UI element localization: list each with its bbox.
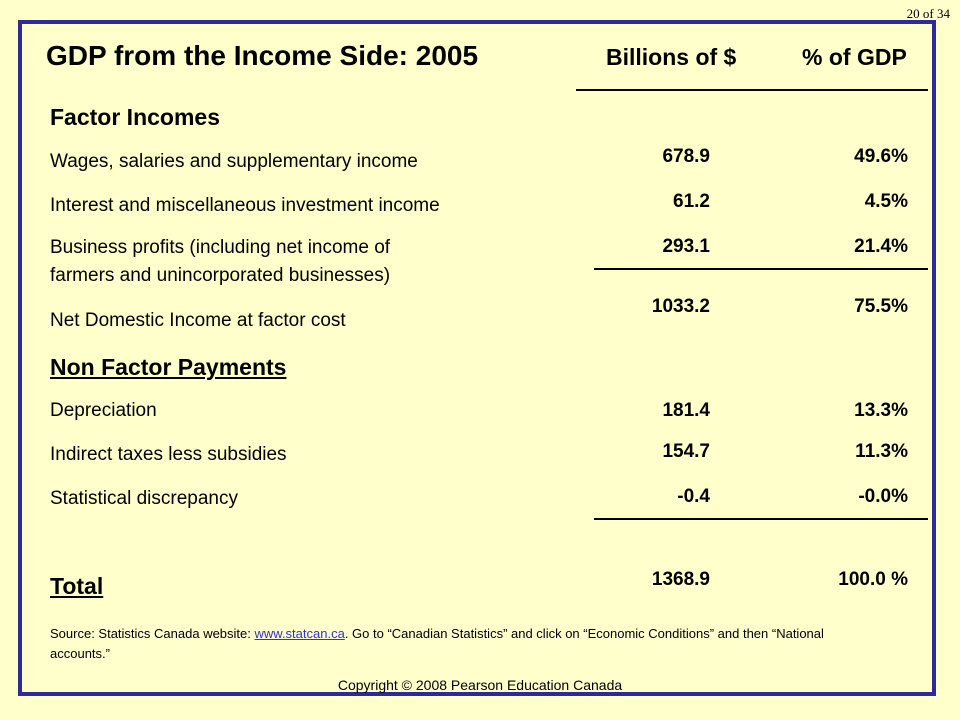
value-percent-statistical-discrepancy: -0.0%: [858, 486, 908, 507]
value-percent-net-domestic-income: 75.5%: [854, 296, 908, 317]
row-label-statistical-discrepancy: Statistical discrepancy: [50, 488, 238, 509]
subtotal-rule: [594, 268, 928, 270]
row-label-depreciation: Depreciation: [50, 400, 157, 421]
value-percent-business-profits: 21.4%: [854, 236, 908, 257]
slide-title: GDP from the Income Side: 2005: [46, 40, 479, 71]
value-billions-interest: 61.2: [673, 191, 710, 212]
value-percent-wages: 49.6%: [854, 146, 908, 167]
value-billions-wages: 678.9: [662, 146, 710, 167]
value-percent-indirect-taxes: 11.3%: [855, 441, 908, 462]
value-percent-total: 100.0 %: [838, 569, 908, 590]
row-label-interest: Interest and miscellaneous investment income: [50, 195, 440, 216]
value-percent-interest: 4.5%: [864, 191, 908, 212]
section-heading-non-factor-payments: Non Factor Payments: [50, 354, 287, 380]
value-billions-indirect-taxes: 154.7: [662, 441, 710, 462]
source-note: [50, 624, 850, 664]
page-number: 20 of 34: [906, 6, 950, 21]
row-label-wages: Wages, salaries and supplementary income: [50, 151, 418, 172]
header-rule: [576, 89, 928, 91]
row-label-business-profits-line2: farmers and unincorporated businesses): [50, 265, 391, 286]
value-billions-statistical-discrepancy: -0.4: [677, 486, 710, 507]
total-rule: [594, 518, 928, 520]
row-label-total: Total: [50, 573, 104, 599]
row-label-indirect-taxes: Indirect taxes less subsidies: [50, 444, 287, 465]
value-billions-business-profits: 293.1: [662, 236, 710, 257]
value-percent-depreciation: 13.3%: [854, 400, 908, 421]
column-header-billions: Billions of $: [606, 44, 737, 70]
copyright: Copyright © 2008 Pearson Education Canada: [337, 677, 623, 693]
value-billions-total: 1368.9: [651, 569, 710, 590]
row-label-net-domestic-income: Net Domestic Income at factor cost: [50, 310, 346, 331]
statcan-link[interactable]: www.statcan.ca: [254, 626, 345, 641]
column-header-percent: % of GDP: [802, 44, 907, 70]
value-billions-net-domestic-income: 1033.2: [651, 296, 710, 317]
source-prefix: Source: Statistics Canada website:: [50, 626, 255, 641]
source-suffix: . Go to “Canadian Statistics” and click on “Economic Conditions” and then “National accounts.”: [50, 626, 824, 661]
value-billions-depreciation: 181.4: [662, 400, 710, 421]
row-label-business-profits-line1: Business profits (including net income of: [50, 237, 391, 258]
section-heading-factor-incomes: Factor Incomes: [50, 104, 220, 130]
